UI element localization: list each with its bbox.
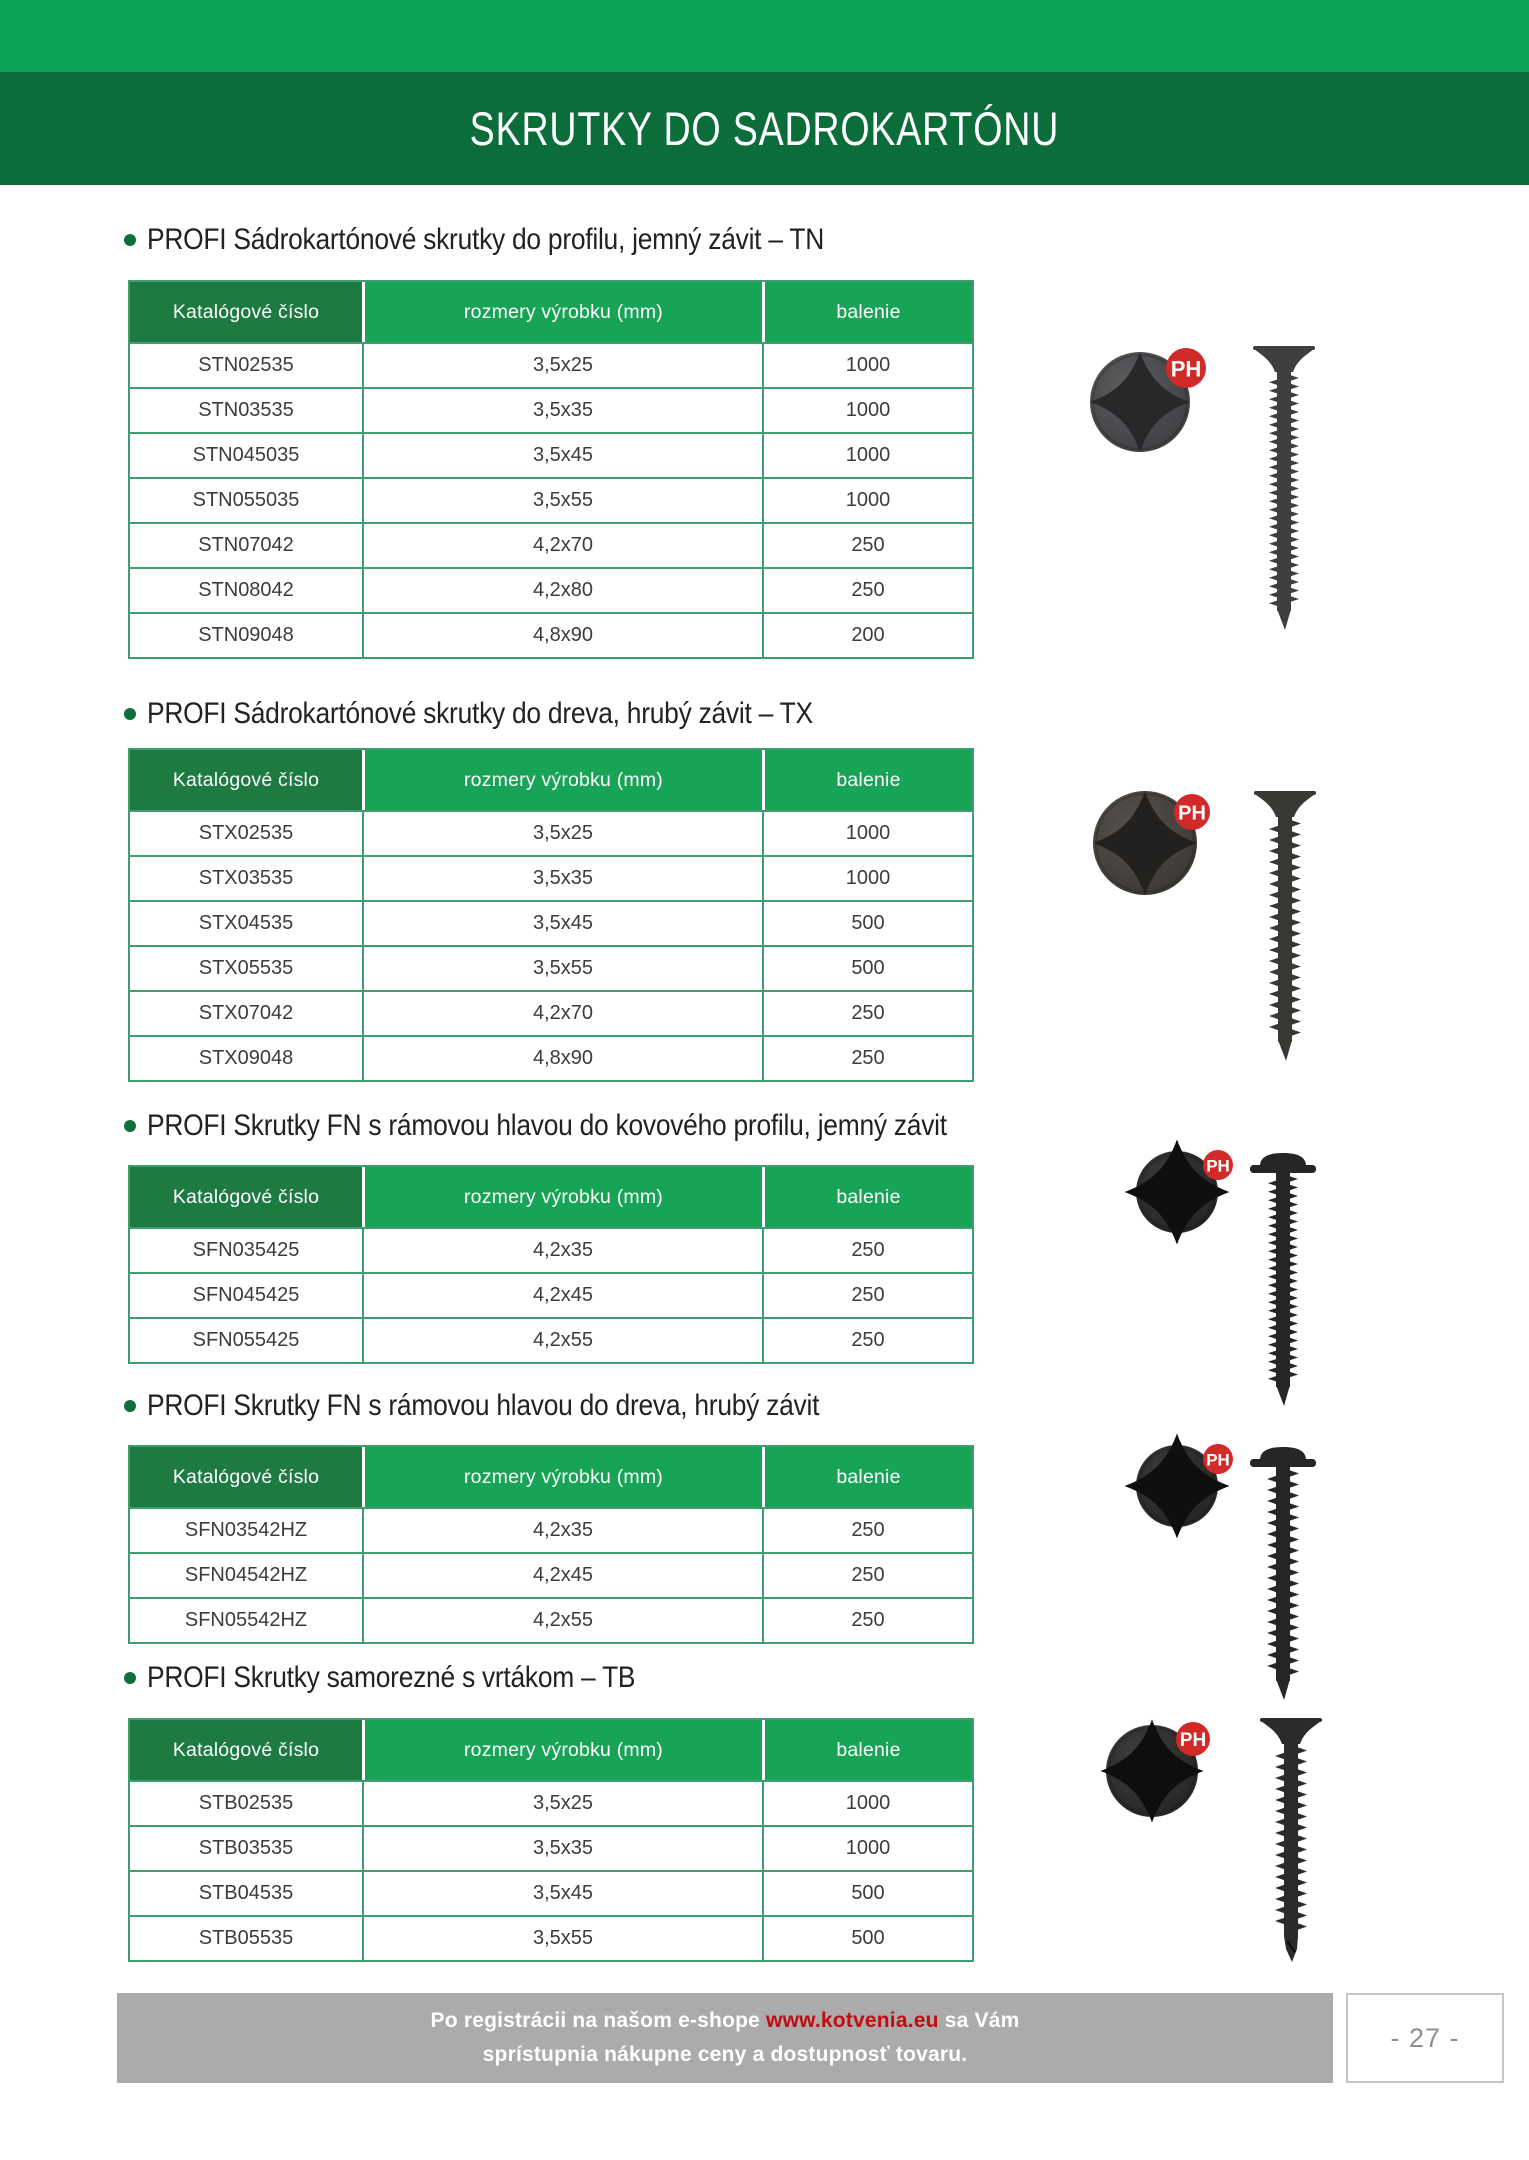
page-title: SKRUTKY DO SADROKARTÓNU xyxy=(469,102,1060,155)
cell-catalog-number: SFN055425 xyxy=(130,1317,362,1362)
table-row xyxy=(130,567,972,612)
table-header-row xyxy=(130,1167,972,1227)
cell-dimensions: 3,5x55 xyxy=(362,477,762,522)
cell-dimensions: 3,5x35 xyxy=(362,855,762,900)
cell-catalog-number: STB05535 xyxy=(130,1915,362,1960)
column-header-catalog-number: Katalógové číslo xyxy=(130,1167,362,1227)
cell-packaging: 250 xyxy=(762,1272,972,1317)
section-title-text: PROFI Sádrokartónové skrutky do profilu, jemný závit – TN xyxy=(147,223,825,256)
cell-dimensions: 4,8x90 xyxy=(362,1035,762,1080)
table-row xyxy=(130,1870,972,1915)
section-title-text: PROFI Skrutky FN s rámovou hlavou do kovového profilu, jemný závit xyxy=(147,1109,947,1142)
cell-dimensions: 3,5x55 xyxy=(362,1915,762,1960)
ph-badge xyxy=(1203,1444,1233,1474)
cell-dimensions: 3,5x25 xyxy=(362,810,762,855)
cell-dimensions: 3,5x35 xyxy=(362,1825,762,1870)
table-row xyxy=(130,1780,972,1825)
cell-catalog-number: SFN04542HZ xyxy=(130,1552,362,1597)
column-header-packaging: balenie xyxy=(762,1447,972,1507)
table-header-row xyxy=(130,1720,972,1780)
cell-packaging: 200 xyxy=(762,612,972,657)
table-row xyxy=(130,1825,972,1870)
table-row xyxy=(130,342,972,387)
cell-dimensions: 3,5x45 xyxy=(362,900,762,945)
section-title xyxy=(124,696,904,732)
cell-catalog-number: STX04535 xyxy=(130,900,362,945)
cell-dimensions: 3,5x45 xyxy=(362,432,762,477)
cell-dimensions: 4,8x90 xyxy=(362,612,762,657)
cell-packaging: 1000 xyxy=(762,342,972,387)
footer-text-after: sa Vám xyxy=(938,2009,1020,2032)
table-row xyxy=(130,522,972,567)
cell-packaging: 250 xyxy=(762,522,972,567)
bullet-icon xyxy=(124,1672,136,1684)
product-image xyxy=(1040,1432,1340,1708)
bullet-icon xyxy=(124,1120,136,1132)
column-header-dimensions: rozmery výrobku (mm) xyxy=(362,282,762,342)
cell-catalog-number: STX07042 xyxy=(130,990,362,1035)
column-header-catalog-number: Katalógové číslo xyxy=(130,1720,362,1780)
cell-dimensions: 4,2x70 xyxy=(362,522,762,567)
ph-badge xyxy=(1166,348,1206,388)
kotvenia-link[interactable]: www.kotvenia.eu xyxy=(766,2009,939,2032)
cell-dimensions: 3,5x55 xyxy=(362,945,762,990)
cell-packaging: 500 xyxy=(762,945,972,990)
footer-line-2: sprístupnia nákupne ceny a dostupnosť tovaru. xyxy=(482,2043,968,2066)
table-row xyxy=(130,900,972,945)
column-header-packaging: balenie xyxy=(762,1720,972,1780)
top-accent-band xyxy=(0,0,1529,72)
self-drilling-screw-icon xyxy=(1260,1718,1322,1962)
section-title-text: PROFI Skrutky samorezné s vrtákom – TB xyxy=(147,1661,636,1694)
table-header-row xyxy=(130,750,972,810)
cell-packaging: 1000 xyxy=(762,477,972,522)
footer-text-before: Po registrácii na našom e-shope xyxy=(430,2009,767,2032)
table-row xyxy=(130,1915,972,1960)
cell-catalog-number: STN09048 xyxy=(130,612,362,657)
page-number: - 27 - xyxy=(1346,1993,1504,2083)
cell-dimensions: 4,2x55 xyxy=(362,1597,762,1642)
column-header-catalog-number: Katalógové číslo xyxy=(130,1447,362,1507)
bullet-icon xyxy=(124,708,136,720)
cell-catalog-number: STN03535 xyxy=(130,387,362,432)
column-header-packaging: balenie xyxy=(762,1167,972,1227)
cell-catalog-number: STX02535 xyxy=(130,810,362,855)
table-row xyxy=(130,855,972,900)
section-title xyxy=(124,222,916,258)
flange-head-fine-thread-screw-icon xyxy=(1250,1153,1316,1406)
cell-dimensions: 4,2x70 xyxy=(362,990,762,1035)
table-row xyxy=(130,1552,972,1597)
product-table xyxy=(128,1445,974,1644)
table-row xyxy=(130,1597,972,1642)
cell-packaging: 1000 xyxy=(762,1825,972,1870)
cell-dimensions: 4,2x35 xyxy=(362,1507,762,1552)
product-image xyxy=(1040,775,1340,1075)
column-header-packaging: balenie xyxy=(762,750,972,810)
cell-packaging: 250 xyxy=(762,1552,972,1597)
footer-banner xyxy=(117,1993,1333,2083)
cell-packaging: 250 xyxy=(762,567,972,612)
ph-badge xyxy=(1203,1150,1233,1180)
cell-catalog-number: STN02535 xyxy=(130,342,362,387)
table-header-row xyxy=(130,1447,972,1507)
cell-catalog-number: SFN045425 xyxy=(130,1272,362,1317)
table-row xyxy=(130,612,972,657)
cell-catalog-number: STB02535 xyxy=(130,1780,362,1825)
table-row xyxy=(130,387,972,432)
table-row xyxy=(130,945,972,990)
table-row xyxy=(130,477,972,522)
column-header-packaging: balenie xyxy=(762,282,972,342)
column-header-dimensions: rozmery výrobku (mm) xyxy=(362,1167,762,1227)
svg-text:PH: PH xyxy=(1206,1450,1230,1470)
table-row xyxy=(130,1227,972,1272)
table-row xyxy=(130,432,972,477)
ph-badge xyxy=(1176,1722,1210,1756)
cell-catalog-number: SFN03542HZ xyxy=(130,1507,362,1552)
product-table xyxy=(128,280,974,659)
svg-text:PH: PH xyxy=(1179,1730,1207,1752)
cell-catalog-number: STX03535 xyxy=(130,855,362,900)
bullet-icon xyxy=(124,234,136,246)
column-header-dimensions: rozmery výrobku (mm) xyxy=(362,1447,762,1507)
section-title xyxy=(124,1108,1056,1144)
table-row xyxy=(130,1272,972,1317)
cell-dimensions: 4,2x80 xyxy=(362,567,762,612)
cell-catalog-number: STX05535 xyxy=(130,945,362,990)
column-header-dimensions: rozmery výrobku (mm) xyxy=(362,750,762,810)
cell-packaging: 250 xyxy=(762,990,972,1035)
column-header-catalog-number: Katalógové číslo xyxy=(130,750,362,810)
cell-packaging: 250 xyxy=(762,1227,972,1272)
section-title xyxy=(124,1388,911,1424)
cell-catalog-number: SFN035425 xyxy=(130,1227,362,1272)
column-header-catalog-number: Katalógové číslo xyxy=(130,282,362,342)
bugle-head-fine-thread-screw-icon xyxy=(1253,346,1315,630)
cell-dimensions: 4,2x35 xyxy=(362,1227,762,1272)
column-header-dimensions: rozmery výrobku (mm) xyxy=(362,1720,762,1780)
ph-badge xyxy=(1174,794,1210,830)
cell-packaging: 1000 xyxy=(762,810,972,855)
cell-packaging: 250 xyxy=(762,1035,972,1080)
product-table xyxy=(128,1718,974,1962)
cell-catalog-number: SFN05542HZ xyxy=(130,1597,362,1642)
bullet-icon xyxy=(124,1400,136,1412)
svg-text:PH: PH xyxy=(1170,356,1202,382)
svg-text:PH: PH xyxy=(1206,1156,1230,1176)
bugle-head-coarse-thread-screw-icon xyxy=(1254,791,1316,1061)
section-title-text: PROFI Sádrokartónové skrutky do dreva, hrubý závit – TX xyxy=(147,697,813,730)
cell-catalog-number: STB04535 xyxy=(130,1870,362,1915)
cell-catalog-number: STN045035 xyxy=(130,432,362,477)
table-row xyxy=(130,1507,972,1552)
footer-line-1 xyxy=(431,2004,1020,2038)
table-row xyxy=(130,1035,972,1080)
cell-packaging: 250 xyxy=(762,1317,972,1362)
product-image xyxy=(1040,1138,1340,1414)
cell-dimensions: 3,5x35 xyxy=(362,387,762,432)
cell-dimensions: 4,2x55 xyxy=(362,1317,762,1362)
table-row xyxy=(130,1317,972,1362)
cell-packaging: 500 xyxy=(762,1870,972,1915)
cell-dimensions: 3,5x45 xyxy=(362,1870,762,1915)
svg-text:PH: PH xyxy=(1178,802,1206,825)
flange-head-coarse-thread-screw-icon xyxy=(1250,1447,1316,1700)
cell-catalog-number: STB03535 xyxy=(130,1825,362,1870)
section-title xyxy=(124,1660,702,1696)
table-row xyxy=(130,810,972,855)
cell-packaging: 500 xyxy=(762,1915,972,1960)
section-title-text: PROFI Skrutky FN s rámovou hlavou do dreva, hrubý závit xyxy=(147,1389,820,1422)
cell-packaging: 1000 xyxy=(762,387,972,432)
cell-dimensions: 3,5x25 xyxy=(362,1780,762,1825)
product-table xyxy=(128,1165,974,1364)
product-image xyxy=(1040,330,1340,652)
cell-packaging: 250 xyxy=(762,1597,972,1642)
cell-packaging: 250 xyxy=(762,1507,972,1552)
cell-packaging: 1000 xyxy=(762,1780,972,1825)
cell-catalog-number: STN08042 xyxy=(130,567,362,612)
table-header-row xyxy=(130,282,972,342)
cell-catalog-number: STN07042 xyxy=(130,522,362,567)
cell-dimensions: 4,2x45 xyxy=(362,1272,762,1317)
product-table xyxy=(128,748,974,1082)
cell-catalog-number: STN055035 xyxy=(130,477,362,522)
cell-packaging: 1000 xyxy=(762,432,972,477)
cell-packaging: 1000 xyxy=(762,855,972,900)
cell-dimensions: 4,2x45 xyxy=(362,1552,762,1597)
cell-dimensions: 3,5x25 xyxy=(362,342,762,387)
cell-catalog-number: STX09048 xyxy=(130,1035,362,1080)
page-header-band xyxy=(0,72,1529,185)
cell-packaging: 500 xyxy=(762,900,972,945)
product-image xyxy=(1040,1705,1340,1967)
table-row xyxy=(130,990,972,1035)
